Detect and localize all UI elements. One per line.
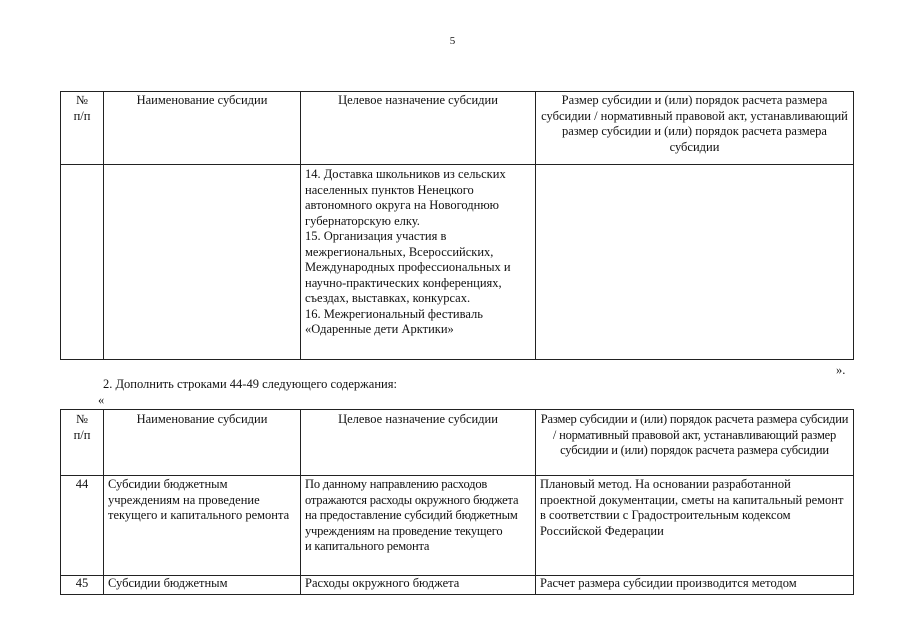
cell-purpose: Расходы окружного бюджета <box>301 576 536 595</box>
header-purpose: Целевое назначение субсидии <box>301 92 536 165</box>
table-row <box>61 476 854 576</box>
header-size: Размер субсидии и (или) порядок расчета размера субсидии / нормативный правовой акт, устанавливающий размер субсидии и (или) порядок расчета размера субсидии <box>536 92 854 165</box>
cell-name: Субсидии бюджетным <box>104 576 301 595</box>
opening-quote: « <box>98 393 105 407</box>
table-header-row <box>61 92 854 165</box>
cell-size <box>536 165 854 360</box>
header-purpose: Целевое назначение субсидии <box>301 410 536 476</box>
cell-num: 44 <box>61 476 104 576</box>
table-row <box>61 576 854 595</box>
page-number: 5 <box>449 35 456 47</box>
cell-purpose: По данному направлению расходов отражаются расходы окружного бюджета на предоставление субсидий бюджетным учреждениям на проведение текущего и капитального ремонта <box>301 476 536 576</box>
subsidy-table-continued <box>60 91 854 360</box>
cell-size: Плановый метод. На основании разработанной проектной документации, сметы на капитальный ремонт в соответствии с Градостроительным кодексом Российской Федерации <box>536 476 854 576</box>
cell-num <box>61 165 104 360</box>
header-name: Наименование субсидии <box>104 410 301 476</box>
subsidy-table-new-rows <box>60 409 854 595</box>
table-row <box>61 165 854 360</box>
cell-name <box>104 165 301 360</box>
cell-name: Субсидии бюджетным учреждениям на проведение текущего и капитального ремонта <box>104 476 301 576</box>
cell-size: Расчет размера субсидии производится методом <box>536 576 854 595</box>
cell-purpose: 14. Доставка школьников из сельских населенных пунктов Ненецкого автономного округа на Новогоднюю губернаторскую елку. 15. Организация участия в межрегиональных, Всероссийских, Международных профессиональных и научно-практических конференциях, съездах, выставках, конкурсах. 16. Межрегиональный фестиваль «Одаренные дети Арктики» <box>301 165 536 360</box>
header-name: Наименование субсидии <box>104 92 301 165</box>
header-num: № п/п <box>61 92 104 165</box>
amendment-paragraph: 2. Дополнить строками 44-49 следующего содержания: <box>103 377 397 391</box>
table-header-row <box>61 410 854 476</box>
header-size: Размер субсидии и (или) порядок расчета размера субсидии / нормативный правовой акт, устанавливающий размер субсидии и (или) порядок расчета размера субсидии <box>536 410 854 476</box>
closing-quote: ». <box>836 363 846 377</box>
cell-num: 45 <box>61 576 104 595</box>
header-num: № п/п <box>61 410 104 476</box>
